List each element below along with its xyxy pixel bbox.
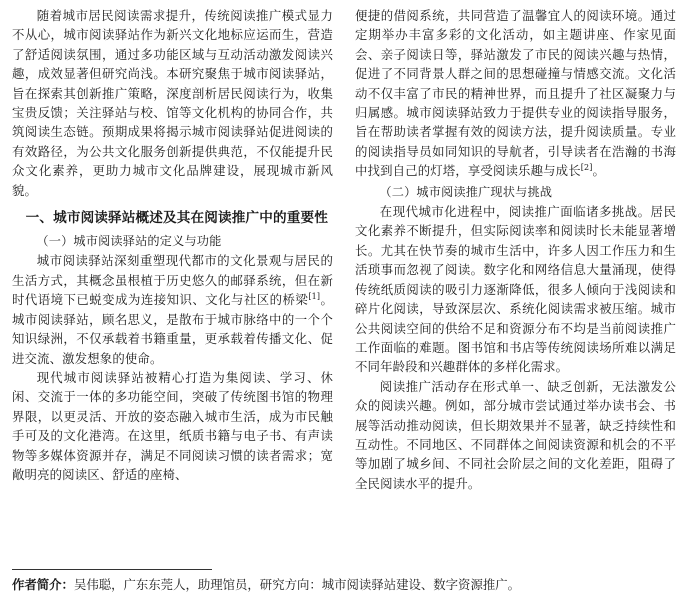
left-column xyxy=(12,6,333,484)
intro-paragraph: 随着城市居民阅读需求提升，传统阅读推广模式显力不从心，城市阅读驿站作为新兴文化地标应运而生，营造了舒适阅读氛围，通过多功能区域与互动活动激发阅读兴趣，成效显著但研究尚浅。本研究聚焦于城市阅读驿站，旨在探索其创新推广策略，深度剖析居民阅读行为，收集宝贵反馈；关注驿站与校、馆等文化机构的协同合作，共筑阅读生态链。预期成果将揭示城市阅读驿站促进阅读的有效路径，为公共文化服务创新提供典范，不仅能提升民众文化素养，更助力城市文化品牌建设，展现城市新风貌。 xyxy=(12,8,333,198)
definition-text-a: 城市阅读驿站深刻重塑现代都市的文化景观与居民的生活方式，其概念虽根植于历史悠久的邮驿系统，但在新时代语境下已蜕变成为连接知识、文化与社区的桥梁 xyxy=(12,253,333,308)
citation-1: [1] xyxy=(308,292,321,302)
author-footnote-text: 吴伟聪，广东东莞人，助理馆员，研究方向：城市阅读驿站建设、数字资源推广。 xyxy=(73,577,521,592)
definition-paragraph xyxy=(12,251,333,367)
challenge-paragraph: 阅读推广活动存在形式单一、缺乏创新，无法激发公众的阅读兴趣。例如，部分城市尝试通过举办读书会、书展等活动推动阅读，但长期效果并不显著，缺乏持续性和互动性。不同地区、不同群体之间阅读资源和机会的不平等加剧了城乡间、不同社会阶层之间的文化差距，阻碍了全民阅读水平的提升。 xyxy=(355,378,676,491)
subsection-heading-1: （一）城市阅读驿站的定义与功能 xyxy=(36,234,222,249)
continuation-text-b: 。 xyxy=(592,163,606,179)
author-footnote-label: 作者简介： xyxy=(12,577,74,592)
definition-text-b: 。城市阅读驿站，顾名思义，是散布于城市脉络中的一个个知识绿洲，不仅承载着书籍重量，更承载着传播文化、促进交流、激发想象的使命。 xyxy=(12,292,333,366)
status-paragraph: 在现代城市化进程中，阅读推广面临诸多挑战。居民文化素养不断提升，但实际阅读率和阅读时长未能显著增长。尤其在快节奏的城市生活中，许多人因工作压力和生活琐事而忽视了阅读。数字化和网络信息大量涌现，使得传统纸质阅读的吸引力逐渐降低，很多人倾向于浅阅读和碎片化阅读，导致深层次、系统化阅读需求被压缩。城市公共阅读空间的供给不足和资源分布不均是当前阅读推广工作面临的难题。图书馆和书店等传统阅读场所难以满足不同年龄段和兴趣群体的多样化需求。 xyxy=(355,204,676,375)
function-paragraph: 现代城市阅读驿站被精心打造为集阅读、学习、休闲、交流于一体的多功能空间，突破了传统图书馆的物理界限，以更灵活、开放的姿态融入城市生活，成为市民触手可及的文化港湾。在这里，纸质书籍与电子书、有声读物等多媒体资源并存，满足不同阅读习惯的读者需求；宽敞明亮的阅读区、舒适的座椅、 xyxy=(12,369,333,482)
subsection-heading-2: （二）城市阅读推广现状与挑战 xyxy=(379,184,553,199)
continuation-paragraph xyxy=(355,6,676,181)
continuation-text-a: 便捷的借阅系统，共同营造了温馨宜人的阅读环境。通过定期举办丰富多彩的文化活动，如主题讲座、作家见面会、亲子阅读日等，驿站激发了市民的阅读兴趣与热情，促进了不同背景人群之间的思想碰撞与情感交流。文化活动不仅丰富了市民的精神世界，而且提升了社区凝聚力与归属感。城市阅读驿站致力于提供专业的阅读指导服务，旨在帮助读者掌握有效的阅读方法，提升阅读质量。专业的阅读指导员如同知识的导航者，引导读者在浩瀚的书海中找到自己的灯塔，享受阅读乐趣与成长 xyxy=(355,8,676,179)
right-column xyxy=(355,6,676,493)
footnote-divider xyxy=(12,569,212,570)
author-footnote xyxy=(12,576,676,594)
citation-2: [2] xyxy=(580,163,593,173)
section-heading-1: 一、城市阅读驿站概述及其在阅读推广中的重要性 xyxy=(25,210,328,227)
